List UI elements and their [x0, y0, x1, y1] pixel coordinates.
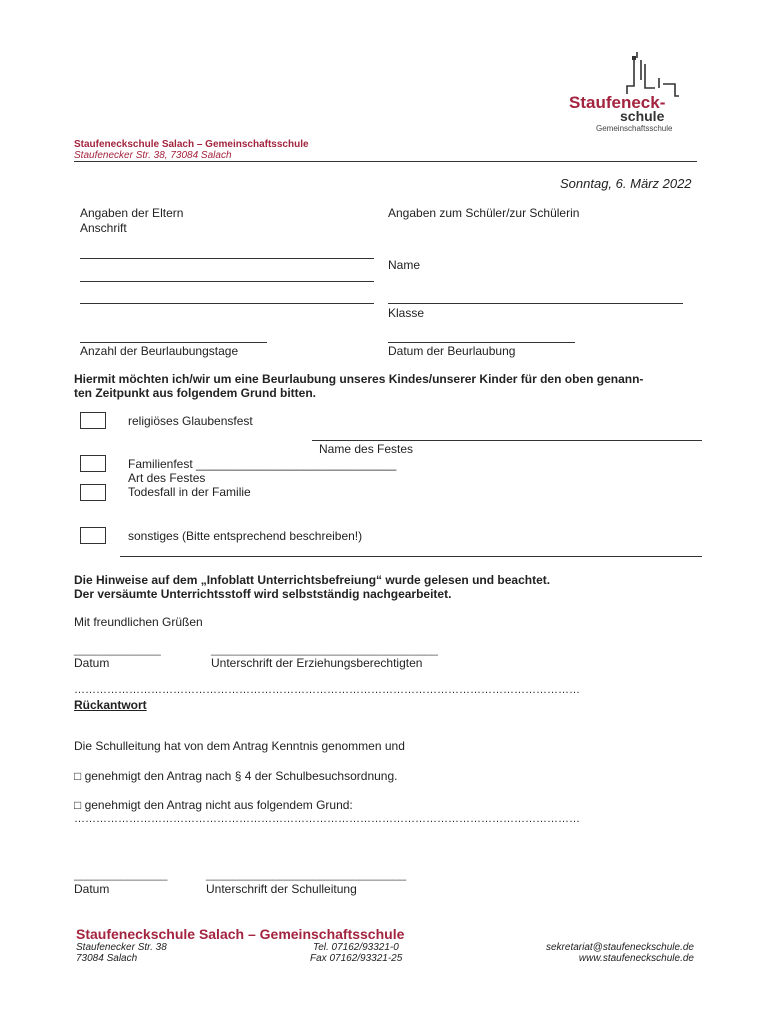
letter-date: Sonntag, 6. März 2022: [560, 176, 692, 191]
class-line[interactable]: [388, 303, 683, 304]
label-days: Anzahl der Beurlaubungstage: [80, 344, 239, 358]
request-line1: Hiermit möchten ich/wir um eine Beurlaubung unseres Kindes/unserer Kinder für den oben genann-: [74, 372, 644, 386]
reply-approved[interactable]: □ genehmigt den Antrag nach § 4 der Schulbesuchsordnung.: [74, 769, 398, 783]
label-address: Anschrift: [80, 221, 127, 235]
separator-dots: …………………………………………………………………………………………………………………………: [74, 684, 580, 696]
label-name: Name: [388, 258, 421, 272]
label-leave-date: Datum der Beurlaubung: [388, 344, 516, 358]
parents-line-2[interactable]: [80, 281, 374, 282]
logo-subtitle: Gemeinschaftsschule: [596, 124, 673, 133]
parents-line-1[interactable]: [80, 258, 374, 259]
footer-email[interactable]: sekretariat@staufeneckschule.de: [545, 942, 694, 953]
footer-fax: Fax 07162/93321-25: [310, 953, 403, 964]
logo-line2: schule: [620, 108, 665, 124]
sign2-date-label: Datum: [74, 882, 110, 896]
option-family: Familienfest ______________________________: [128, 457, 397, 471]
logo-line1: Staufeneck-: [569, 93, 666, 112]
festival-name-line[interactable]: [312, 440, 702, 441]
header-address: Staufenecker Str. 38, 73084 Salach: [74, 150, 232, 161]
option-religious: religiöses Glaubensfest: [128, 414, 253, 428]
footer-tel: Tel. 07162/93321-0: [313, 942, 399, 953]
greeting: Mit freundlichen Grüßen: [74, 615, 203, 629]
footer-city: 73084 Salach: [76, 953, 138, 964]
option-death: Todesfall in der Familie: [128, 485, 251, 499]
reply-title: Rückantwort: [74, 698, 147, 712]
reply-denied[interactable]: □ genehmigt den Antrag nicht aus folgendem Grund:: [74, 798, 353, 812]
days-line[interactable]: [80, 342, 267, 343]
label-student: Angaben zum Schüler/zur Schülerin: [388, 206, 580, 220]
other-line[interactable]: [120, 556, 702, 557]
sign2-sig-label: Unterschrift der Schulleitung: [206, 882, 357, 896]
header-divider: [74, 161, 697, 162]
sign1-sig-line: __________________________________: [211, 642, 438, 656]
header-school: Staufeneckschule Salach – Gemeinschaftsschule: [74, 139, 309, 150]
request-line2: ten Zeitpunkt aus folgendem Grund bitten.: [74, 386, 316, 400]
footer-web[interactable]: www.staufeneckschule.de: [578, 953, 694, 964]
label-festival-name: Name des Festes: [319, 442, 414, 456]
sign2-date-line: ______________: [74, 867, 168, 881]
label-festival-type: Art des Festes: [128, 471, 206, 485]
sign1-sig-label: Unterschrift der Erziehungsberechtigten: [211, 656, 423, 670]
reply-reason-dots: …………………………………………………………………………………………………………………………: [74, 813, 580, 825]
checkbox-other[interactable]: [80, 527, 106, 544]
checkbox-death[interactable]: [80, 484, 106, 501]
checkbox-family[interactable]: [80, 455, 106, 472]
label-class: Klasse: [388, 306, 425, 320]
option-other: sonstiges (Bitte entsprechend beschreiben!): [128, 529, 363, 543]
notice-line2: Der versäumte Unterrichtsstoff wird selbstständig nachgearbeitet.: [74, 587, 452, 601]
sign1-date-line: _____________: [74, 642, 161, 656]
checkbox-religious[interactable]: [80, 412, 106, 429]
parents-line-3[interactable]: [80, 303, 374, 304]
label-parents: Angaben der Eltern: [80, 206, 184, 220]
sign2-sig-line: ______________________________: [206, 867, 407, 881]
sign1-date-label: Datum: [74, 656, 110, 670]
reply-intro: Die Schulleitung hat von dem Antrag Kenntnis genommen und: [74, 739, 405, 753]
notice-line1: Die Hinweise auf dem „Infoblatt Unterrichtsbefreiung“ wurde gelesen und beachtet.: [74, 573, 551, 587]
leave-date-line[interactable]: [388, 342, 575, 343]
footer-school: Staufeneckschule Salach – Gemeinschaftsschule: [76, 926, 405, 942]
footer-street: Staufenecker Str. 38: [76, 942, 167, 953]
